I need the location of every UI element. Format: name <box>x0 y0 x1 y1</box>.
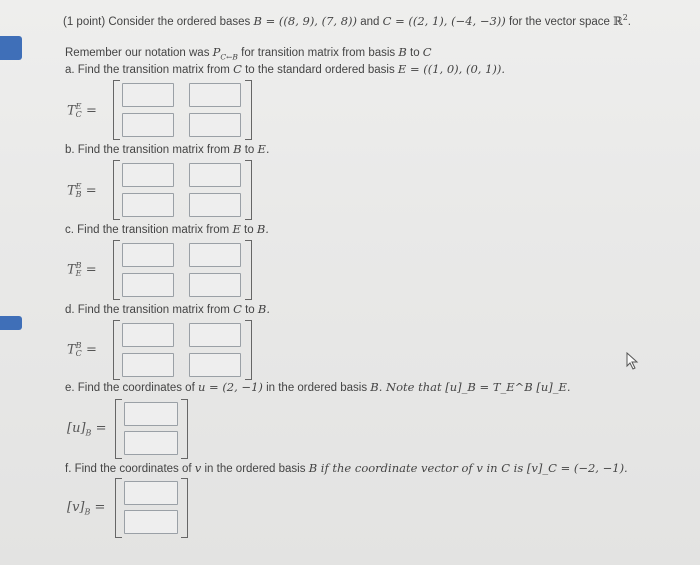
part-b-cell-r1c2[interactable] <box>189 163 241 187</box>
part-b-cell-r1c1[interactable] <box>122 163 174 187</box>
notation-c: C <box>422 45 432 59</box>
part-a-prompt-c: C <box>233 62 242 76</box>
part-e-label <box>67 421 106 436</box>
part-e-bracket-right <box>181 399 188 459</box>
part-f-prompt-pre: f. Find the coordinates of <box>65 463 195 475</box>
part-b-label-sup: E <box>75 182 82 191</box>
part-c-cell-r1c1[interactable] <box>122 243 174 267</box>
part-e-prompt-math: B <box>370 380 379 394</box>
part-d-label-sub: C <box>75 349 82 358</box>
part-f-prompt-math: B <box>308 461 318 475</box>
part-b-prompt <box>65 142 270 156</box>
part-c-prompt-math: B. <box>256 222 269 236</box>
mouse-cursor-icon <box>626 352 640 370</box>
part-f-cell-r1[interactable] <box>124 481 178 505</box>
part-a-cell-r2c1[interactable] <box>122 113 174 137</box>
part-f-cell-r2[interactable] <box>124 510 178 534</box>
part-d-cell-r2c1[interactable] <box>122 353 174 377</box>
part-c-bracket-right <box>245 240 252 300</box>
part-f-label <box>67 500 105 515</box>
part-c-prompt-pre: c. Find the transition matrix from <box>65 224 233 236</box>
part-d-cell-r1c2[interactable] <box>189 323 241 347</box>
notation-to: to <box>406 47 423 59</box>
part-f-prompt-tail: if the coordinate vector of v in C is [v]_C = (−2, −1). <box>317 461 628 475</box>
part-b-label-main: T <box>67 183 76 199</box>
part-a-prompt-pre: a. Find the transition matrix from <box>65 64 234 76</box>
part-e-prompt-mid: in the ordered basis <box>262 382 371 394</box>
part-b-bracket-right <box>245 160 252 220</box>
part-b-prompt-math: E. <box>257 142 270 156</box>
part-a-bracket-right <box>245 80 252 140</box>
left-nav-tab-top[interactable] <box>0 36 22 60</box>
part-b-prompt-b: B <box>233 142 242 156</box>
part-e-label-eq: = <box>95 421 107 436</box>
part-a-label-sup: E <box>75 102 82 111</box>
part-f-bracket-right <box>181 478 188 538</box>
part-f-prompt <box>65 461 628 475</box>
part-c-label-main: T <box>67 262 76 278</box>
part-c-prompt-mid: to <box>240 224 257 236</box>
part-e-bracket-left <box>115 399 122 459</box>
part-a-label <box>67 103 97 119</box>
part-d-cell-r1c1[interactable] <box>122 323 174 347</box>
part-f-label-main: [v] <box>67 500 85 515</box>
part-f-bracket-left <box>115 478 122 538</box>
part-c-label-eq: = <box>85 262 97 278</box>
part-d-bracket-right <box>245 320 252 380</box>
part-b-label-eq: = <box>85 183 97 199</box>
part-c-cell-r1c2[interactable] <box>189 243 241 267</box>
part-a-prompt <box>65 62 505 76</box>
part-d-cell-r2c2[interactable] <box>189 353 241 377</box>
part-a-label-main: T <box>67 103 76 119</box>
part-c-label-sub: E <box>75 269 82 278</box>
part-c-cell-r2c1[interactable] <box>122 273 174 297</box>
part-e-label-sub: B <box>85 428 92 438</box>
notation-mid: for transition matrix from basis <box>237 47 399 59</box>
part-a-prompt-math: E = ((1, 0), (0, 1)). <box>397 62 506 76</box>
part-a-label-sub: C <box>75 110 82 119</box>
part-e-prompt-u: u = (2, −1) <box>197 380 263 394</box>
intro-end: . <box>627 16 631 28</box>
part-a-bracket-left <box>113 80 120 140</box>
part-d-prompt-pre: d. Find the transition matrix from <box>65 304 234 316</box>
part-b-prompt-pre: b. Find the transition matrix from <box>65 144 234 156</box>
problem-intro <box>63 14 631 28</box>
notation-p: P <box>212 45 221 59</box>
part-f-prompt-v: v <box>194 461 202 475</box>
part-b-cell-r2c2[interactable] <box>189 193 241 217</box>
part-a-cell-r1c1[interactable] <box>122 83 174 107</box>
intro-r2: ℝ <box>613 14 623 28</box>
part-b-cell-r2c1[interactable] <box>122 193 174 217</box>
part-d-prompt-math: B. <box>257 302 270 316</box>
part-e-label-main: [u] <box>67 421 86 436</box>
part-d-bracket-left <box>113 320 120 380</box>
part-b-label <box>67 183 97 199</box>
part-f-label-sub: B <box>84 507 91 517</box>
part-c-bracket-left <box>113 240 120 300</box>
part-a-cell-r2c2[interactable] <box>189 113 241 137</box>
notation-b: B <box>398 45 407 59</box>
part-c-cell-r2c2[interactable] <box>189 273 241 297</box>
part-e-prompt-tail: . Note that [u]_B = T_E^B [u]_E. <box>378 380 571 394</box>
part-d-label <box>67 342 97 358</box>
intro-basis-c: C = ((2, 1), (−4, −3)) <box>382 14 506 28</box>
part-a-cell-r1c2[interactable] <box>189 83 241 107</box>
part-e-cell-r2[interactable] <box>124 431 178 455</box>
part-c-prompt <box>65 222 269 236</box>
part-b-label-sub: B <box>75 190 82 199</box>
part-e-cell-r1[interactable] <box>124 402 178 426</box>
part-f-label-eq: = <box>94 500 106 515</box>
intro-basis-b: B = ((8, 9), (7, 8)) <box>253 14 358 28</box>
part-e-prompt <box>65 380 571 394</box>
intro-points: (1 point) Consider the ordered bases <box>63 16 254 28</box>
part-c-prompt-e: E <box>232 222 241 236</box>
part-a-prompt-mid: to the standard ordered basis <box>241 64 398 76</box>
intro-tail: for the vector space <box>505 16 614 28</box>
part-c-label-sup: B <box>75 261 82 270</box>
notation-p-sub: C←B <box>220 52 238 62</box>
part-d-label-sup: B <box>75 341 82 350</box>
part-b-prompt-mid: to <box>241 144 258 156</box>
part-b-bracket-left <box>113 160 120 220</box>
part-d-prompt <box>65 302 270 316</box>
part-f-prompt-mid: in the ordered basis <box>201 463 309 475</box>
intro-r2-sup: 2 <box>622 13 628 23</box>
part-a-label-eq: = <box>85 103 97 119</box>
part-d-label-main: T <box>67 342 76 358</box>
intro-and: and <box>357 16 383 28</box>
part-d-label-eq: = <box>85 342 97 358</box>
part-e-prompt-pre: e. Find the coordinates of <box>65 382 198 394</box>
part-d-prompt-mid: to <box>241 304 258 316</box>
notation-pre: Remember our notation was <box>65 47 213 59</box>
part-d-prompt-c: C <box>233 302 242 316</box>
notation-line <box>65 45 432 62</box>
left-nav-tab-middle[interactable] <box>0 316 22 330</box>
part-c-label <box>67 262 97 278</box>
